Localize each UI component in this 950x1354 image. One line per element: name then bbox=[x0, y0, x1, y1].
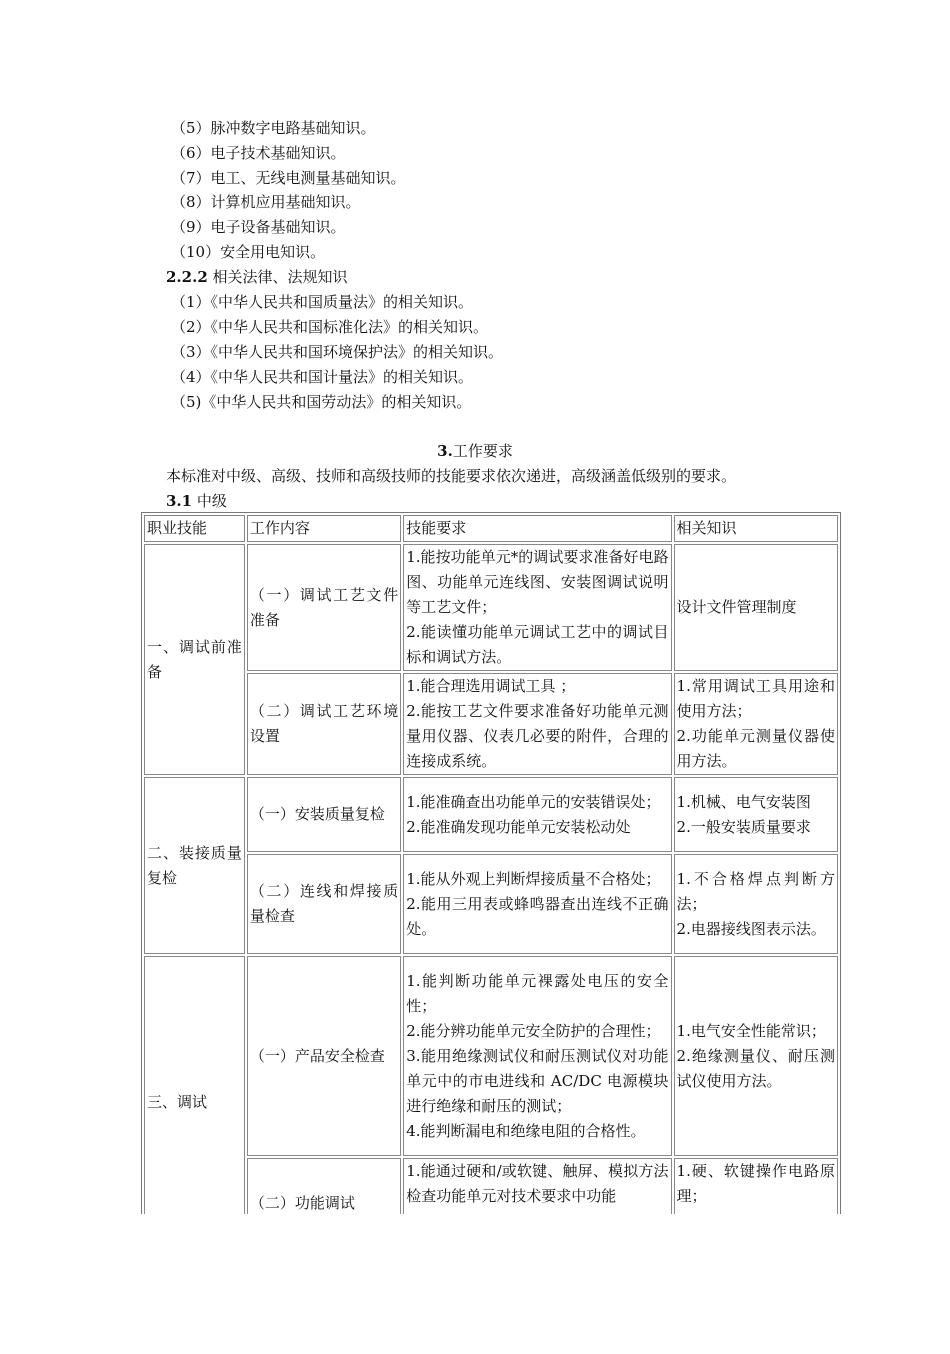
intro-paragraph: 本标准对中级、高级、技师和高级技师的技能要求依次递进，高级涵盖低级别的要求。 bbox=[166, 467, 737, 485]
table-row bbox=[144, 673, 838, 775]
content-cell: （一）安装质量复检 bbox=[247, 777, 401, 852]
skill-cell: 一、调试前准备 bbox=[144, 544, 245, 775]
knowledge-cell: 1.机械、电气安装图 2.一般安装质量要求 bbox=[674, 777, 838, 852]
header-content: 工作内容 bbox=[247, 515, 401, 542]
knowledge-item: （10）安全用电知识。 bbox=[171, 243, 326, 261]
section-title: 工作要求 bbox=[452, 442, 513, 460]
table-row bbox=[144, 854, 838, 954]
content-cell: （一）调试工艺文件准备 bbox=[247, 544, 401, 671]
knowledge-cell: 设计文件管理制度 bbox=[674, 544, 838, 671]
skill-cell: 三、调试 bbox=[144, 956, 245, 1248]
knowledge-cell: 1.不合格焊点判断方法； 2.电器接线图表示法。 bbox=[674, 854, 838, 954]
skill-cell: 二、装接质量复检 bbox=[144, 777, 245, 954]
requirements-cell: 1.能从外观上判断焊接质量不合格处； 2.能用三用表或蜂鸣器查出连线不正确处。 bbox=[403, 854, 671, 954]
requirements-cell: 1.能按功能单元*的调试要求准备好电路图、功能单元连线图、安装图调试说明等工艺文件； 2.能读懂功能单元调试工艺中的调试目标和调试方法。 bbox=[403, 544, 671, 671]
header-skill: 职业技能 bbox=[144, 515, 245, 542]
section-title: 中级 bbox=[192, 492, 227, 510]
content-cell: （二）调试工艺环境设置 bbox=[247, 673, 401, 775]
knowledge-cell: 1.硬、软键操作电路原理； bbox=[674, 1158, 838, 1248]
knowledge-item: （8）计算机应用基础知识。 bbox=[171, 193, 361, 211]
knowledge-item: （9）电子设备基础知识。 bbox=[171, 218, 346, 236]
section-number: 3. bbox=[437, 442, 453, 460]
knowledge-item: （7）电工、无线电测量基础知识。 bbox=[171, 169, 406, 187]
law-item: （4）《中华人民共和国计量法》的相关知识。 bbox=[171, 368, 474, 386]
table-row bbox=[144, 956, 838, 1156]
section-heading-2-2-2 bbox=[166, 267, 348, 287]
requirements-cell: 1.能通过硬和/或软键、触屏、模拟方法检查功能单元对技术要求中功能 bbox=[403, 1158, 671, 1248]
table-row bbox=[144, 777, 838, 852]
content-cell: （一）产品安全检查 bbox=[247, 956, 401, 1156]
section-heading-3-1 bbox=[166, 491, 227, 511]
law-item: （5)《中华人民共和国劳动法》的相关知识。 bbox=[171, 393, 472, 411]
knowledge-cell: 1.电气安全性能常识； 2.绝缘测量仪、耐压测试仪使用方法。 bbox=[674, 956, 838, 1156]
content-cell: （二）连线和焊接质量检查 bbox=[247, 854, 401, 954]
header-requirements: 技能要求 bbox=[403, 515, 671, 542]
table-header-row bbox=[144, 515, 838, 542]
section-number: 3.1 bbox=[166, 492, 193, 510]
law-item: （3）《中华人民共和国环境保护法》的相关知识。 bbox=[171, 343, 504, 361]
requirements-table bbox=[141, 512, 841, 1251]
page-bottom-margin bbox=[0, 1214, 950, 1354]
section-heading-3 bbox=[0, 441, 950, 461]
law-item: （2）《中华人民共和国标准化法》的相关知识。 bbox=[171, 318, 489, 336]
section-title: 相关法律、法规知识 bbox=[207, 268, 348, 286]
header-knowledge: 相关知识 bbox=[674, 515, 838, 542]
requirements-cell: 1.能合理选用调试工具 ； 2.能按工艺文件要求准备好功能单元测量用仪器、仪表几必要的附件，合理的连接成系统。 bbox=[403, 673, 671, 775]
section-number: 2.2.2 bbox=[166, 268, 208, 286]
law-item: （1）《中华人民共和国质量法》的相关知识。 bbox=[171, 293, 474, 311]
requirements-cell: 1.能准确查出功能单元的安装错误处； 2.能准确发现功能单元安装松动处 bbox=[403, 777, 671, 852]
knowledge-cell: 1.常用调试工具用途和使用方法； 2.功能单元测量仪器使用方法。 bbox=[674, 673, 838, 775]
content-cell: （二）功能调试 bbox=[247, 1158, 401, 1248]
knowledge-item: （6）电子技术基础知识。 bbox=[171, 144, 346, 162]
knowledge-item: （5）脉冲数字电路基础知识。 bbox=[171, 119, 376, 137]
requirements-cell: 1.能判断功能单元裸露处电压的安全性； 2.能分辨功能单元安全防护的合理性； 3.能用绝缘测试仪和耐压测试仪对功能单元中的市电进线和 AC/DC 电源模块进行绝缘和耐压的测试； 4.能判断漏电和绝缘电阻的合格性。 bbox=[403, 956, 671, 1156]
table-row bbox=[144, 544, 838, 671]
